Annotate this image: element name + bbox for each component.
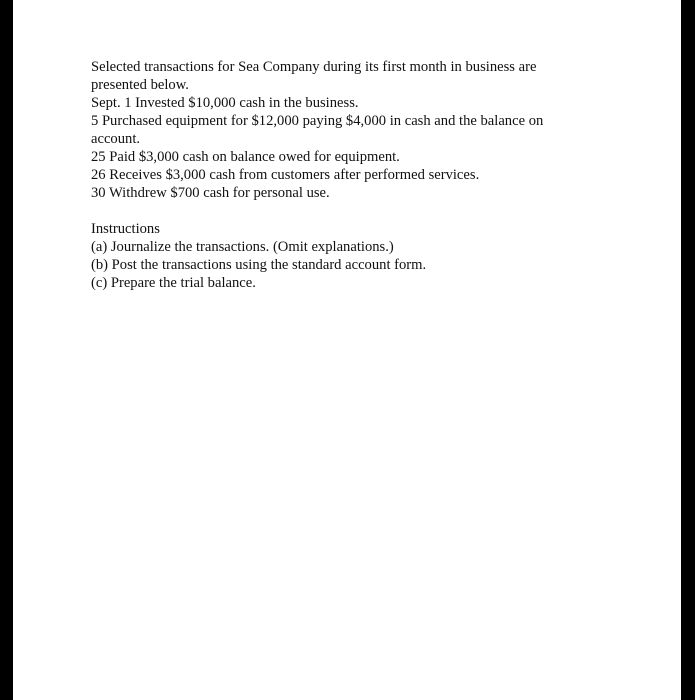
transaction-line: Sept. 1 Invested $10,000 cash in the business.	[91, 95, 359, 111]
transaction-line: 30 Withdrew $700 cash for personal use.	[91, 185, 330, 201]
transactions-intro: Selected transactions for Sea Company during its first month in business are presented below.	[91, 59, 537, 93]
document-body	[91, 58, 591, 292]
transaction-line: 5 Purchased equipment for $12,000 paying $4,000 in cash and the balance on account.	[91, 113, 544, 147]
instruction-item: (c) Prepare the trial balance.	[91, 275, 256, 291]
transactions-section	[91, 58, 591, 202]
instruction-item: (b) Post the transactions using the standard account form.	[91, 257, 427, 273]
instructions-section	[91, 220, 591, 292]
transaction-line: 25 Paid $3,000 cash on balance owed for equipment.	[91, 149, 400, 165]
document-page	[13, 0, 681, 700]
instruction-item: (a) Journalize the transactions. (Omit explanations.)	[91, 239, 394, 255]
instructions-heading: Instructions	[91, 221, 160, 237]
transaction-line: 26 Receives $3,000 cash from customers after performed services.	[91, 167, 480, 183]
